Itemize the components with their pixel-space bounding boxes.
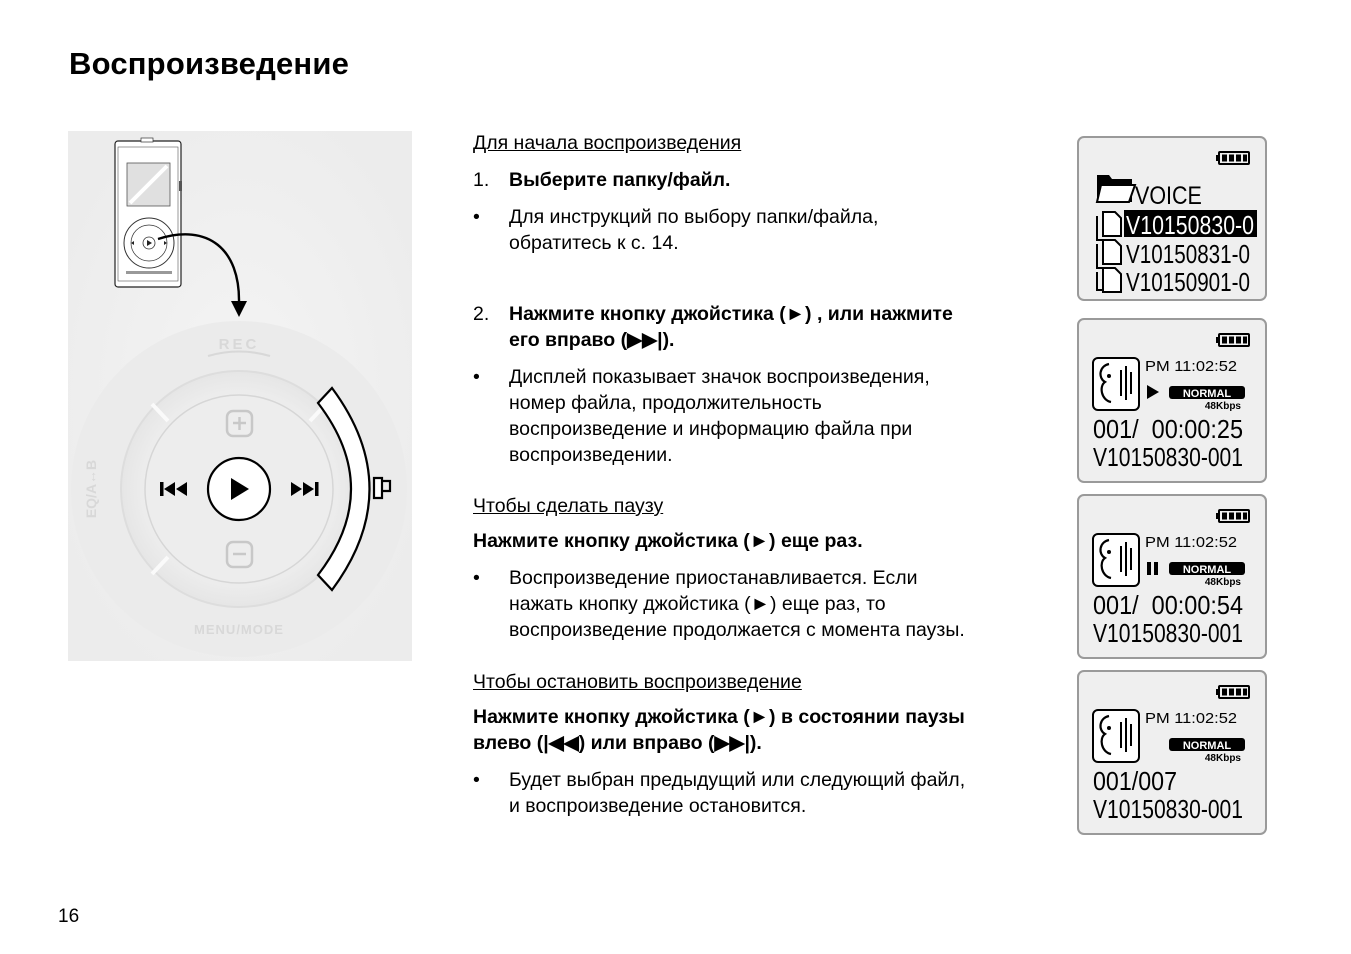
step-line: его вправо (▶▶|). xyxy=(509,329,675,351)
track-filename: V10150830-001 xyxy=(1093,794,1243,824)
file-item-selected: V10150830-0 xyxy=(1126,210,1254,240)
bullet-line: и воспроизведение остановится. xyxy=(509,795,807,817)
file-icon xyxy=(1097,240,1121,268)
instruction-line: влево (|◀◀) или вправо (▶▶|). xyxy=(473,732,762,754)
eq-ab-label: EQ/A↔B xyxy=(83,459,99,519)
voice-mode-icon xyxy=(1093,358,1139,410)
bullet-line: номер файла, продолжительность xyxy=(509,392,822,414)
joystick-large xyxy=(71,321,407,657)
bullet-icon: • xyxy=(473,567,480,589)
file-item: V10150901-0 xyxy=(1126,267,1250,297)
eq-mode: NORMAL xyxy=(1182,740,1232,752)
battery-icon xyxy=(1216,686,1249,698)
folder-icon xyxy=(1097,175,1135,202)
eq-mode: NORMAL xyxy=(1182,564,1232,576)
page-title: Воспроизведение xyxy=(69,46,350,81)
clock: PM 11:02:52 xyxy=(1145,358,1237,375)
bullet-line: Для инструкций по выбору папки/файла, xyxy=(509,206,879,228)
file-item: V10150831-0 xyxy=(1126,239,1250,269)
step-text: Выберите папку/файл. xyxy=(509,169,731,191)
clock: PM 11:02:52 xyxy=(1145,534,1237,551)
bitrate: 48Kbps xyxy=(1204,753,1241,764)
battery-icon xyxy=(1216,510,1249,522)
clock: PM 11:02:52 xyxy=(1145,710,1237,727)
bullet-icon: • xyxy=(473,206,480,228)
bitrate: 48Kbps xyxy=(1204,401,1241,412)
battery-icon xyxy=(1216,152,1249,164)
section-heading-pause: Чтобы сделать паузу xyxy=(473,495,664,517)
bullet-line: нажать кнопку джойстика (►) еще раз, то xyxy=(509,593,886,615)
pause-icon xyxy=(1147,562,1158,575)
bitrate: 48Kbps xyxy=(1204,577,1241,588)
section-heading-stop: Чтобы остановить воспроизведение xyxy=(473,671,802,693)
file-icon xyxy=(1097,268,1121,292)
step-number: 1. xyxy=(473,169,490,191)
battery-icon xyxy=(1216,334,1249,346)
bullet-line: воспроизведение и информацию файла при xyxy=(509,418,913,440)
voice-mode-icon xyxy=(1093,534,1139,586)
track-filename: V10150830-001 xyxy=(1093,618,1243,648)
bullet-line: Будет выбран предыдущий или следующий файл, xyxy=(509,769,966,791)
lcd-paused xyxy=(1077,494,1267,659)
bullet-line: воспроизведении. xyxy=(509,444,673,466)
track-filename: V10150830-001 xyxy=(1093,442,1243,472)
rec-label: REC xyxy=(218,336,260,353)
page-number: 16 xyxy=(58,906,80,927)
bullet-icon: • xyxy=(473,366,480,388)
play-icon xyxy=(1147,385,1159,399)
pause-instruction: Нажмите кнопку джойстика (►) еще раз. xyxy=(473,530,863,552)
track-counter: 001/ 00:00:25 xyxy=(1093,414,1243,444)
joystick-illustration xyxy=(68,131,412,661)
voice-mode-icon xyxy=(1093,710,1139,762)
stop-instruction xyxy=(473,704,1053,756)
menu-mode-label: MENU/MODE xyxy=(194,622,284,637)
bullet-line: воспроизведение продолжается с момента паузы. xyxy=(509,619,965,641)
bullet-line: Воспроизведение приостанавливается. Если xyxy=(509,567,918,589)
eq-mode: NORMAL xyxy=(1182,388,1232,400)
step-number: 2. xyxy=(473,303,490,325)
player-device xyxy=(115,138,182,287)
file-icon xyxy=(1097,212,1121,240)
bullet-line: обратитесь к с. 14. xyxy=(509,232,679,254)
lcd-file-browser xyxy=(1077,136,1267,301)
track-counter: 001/007 xyxy=(1093,766,1177,796)
bullet-icon: • xyxy=(473,769,480,791)
bullet-line: Дисплей показывает значок воспроизведения, xyxy=(509,366,930,388)
folder-name: VOICE xyxy=(1135,181,1202,210)
step-line: Нажмите кнопку джойстика (►) , или нажмите xyxy=(509,303,953,325)
lcd-stopped xyxy=(1077,670,1267,835)
instruction-line: Нажмите кнопку джойстика (►) в состоянии паузы xyxy=(473,706,965,728)
section-heading-start: Для начала воспроизведения xyxy=(473,132,742,154)
lcd-playing xyxy=(1077,318,1267,483)
track-counter: 001/ 00:00:54 xyxy=(1093,590,1243,620)
